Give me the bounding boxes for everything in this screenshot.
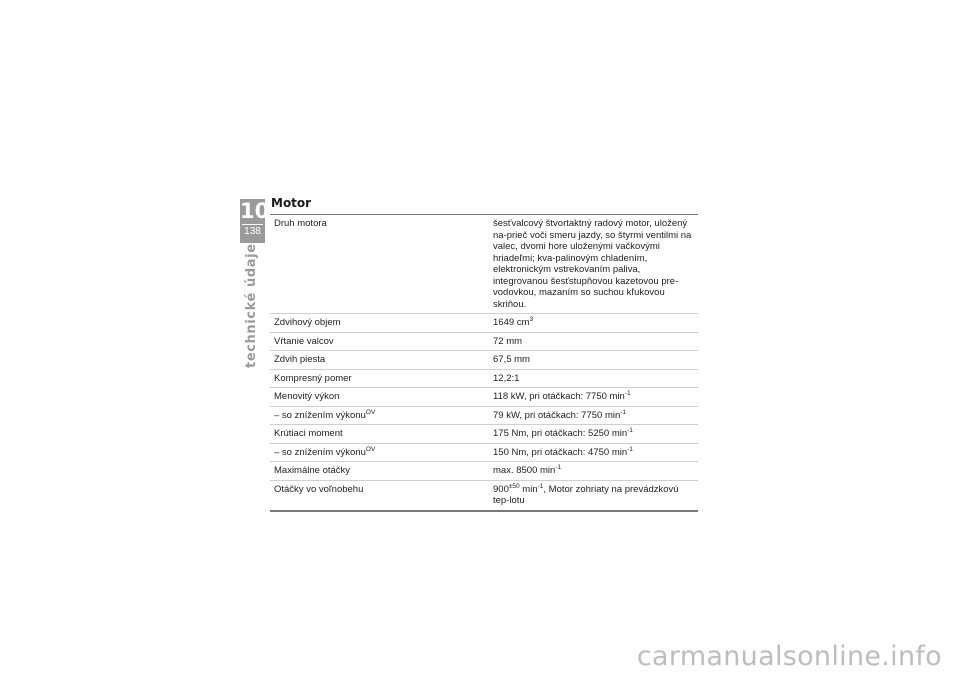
section-title: Motor xyxy=(271,196,312,210)
row-label: Vŕtanie valcov xyxy=(270,332,489,351)
row-value: $900^{\pm 50}$ $\min^{-1}$, Motor zohriaty na prevádzkovú tep-lotu xyxy=(489,480,698,511)
table-row xyxy=(270,215,698,314)
row-value: 1649 $cm^3$ xyxy=(489,314,698,333)
row-label: Maximálne otáčky xyxy=(270,462,489,481)
row-value: 72 mm xyxy=(489,332,698,351)
table-row xyxy=(270,369,698,388)
row-label: Kompresný pomer xyxy=(270,369,489,388)
row-label: Zdvihový objem xyxy=(270,314,489,333)
table-row xyxy=(270,314,698,333)
table-row xyxy=(270,480,698,511)
row-value: max. 8500 $\min^{-1}$ xyxy=(489,462,698,481)
watermark-text: carmanualsonline.info xyxy=(636,641,942,672)
row-label: – so znížením výkonu$^{OV}$ xyxy=(270,406,489,425)
row-label: – so znížením výkonu$^{OV}$ xyxy=(270,443,489,462)
row-label: Menovitý výkon xyxy=(270,388,489,407)
row-label: Otáčky vo voľnobehu xyxy=(270,480,489,511)
page-number: 138 xyxy=(244,226,261,237)
table-row xyxy=(270,406,698,425)
row-value: 12,2:1 xyxy=(489,369,698,388)
row-value: šesťvalcový štvortaktný radový motor, uložený na-prieč voči smeru jazdy, so štyrmi ventilmi na valec, dvomi hore uloženými vačkovými hriadeľmi; kva-palinovým chladením, elektronickým vstrekovaním paliva, integrovanou šesťstupňovou kazetovou pre-vodovkou, mazaním so suchou kľukovou skriňou. xyxy=(489,215,698,314)
row-label: Krútiaci moment xyxy=(270,425,489,444)
row-value: 67,5 mm xyxy=(489,351,698,370)
row-label: Zdvih piesta xyxy=(270,351,489,370)
row-value: 150 Nm, pri otáčkach: 4750 $\min^{-1}$ xyxy=(489,443,698,462)
table-row xyxy=(270,388,698,407)
row-value: 79 kW, pri otáčkach: 7750 $\min^{-1}$ xyxy=(489,406,698,425)
table-row xyxy=(270,462,698,481)
table-row xyxy=(270,425,698,444)
row-label: Druh motora xyxy=(270,215,489,314)
table-row xyxy=(270,351,698,370)
engine-spec-table xyxy=(270,214,698,512)
chapter-number: 10 xyxy=(240,199,270,223)
row-value: 175 Nm, pri otáčkach: 5250 $\min^{-1}$ xyxy=(489,425,698,444)
row-value: 118 kW, pri otáčkach: 7750 $\min^{-1}$ xyxy=(489,388,698,407)
table-row xyxy=(270,443,698,462)
table-row xyxy=(270,332,698,351)
chapter-side-title: technické údaje xyxy=(244,243,259,368)
chapter-marker xyxy=(240,199,270,243)
chapter-divider xyxy=(242,224,263,225)
